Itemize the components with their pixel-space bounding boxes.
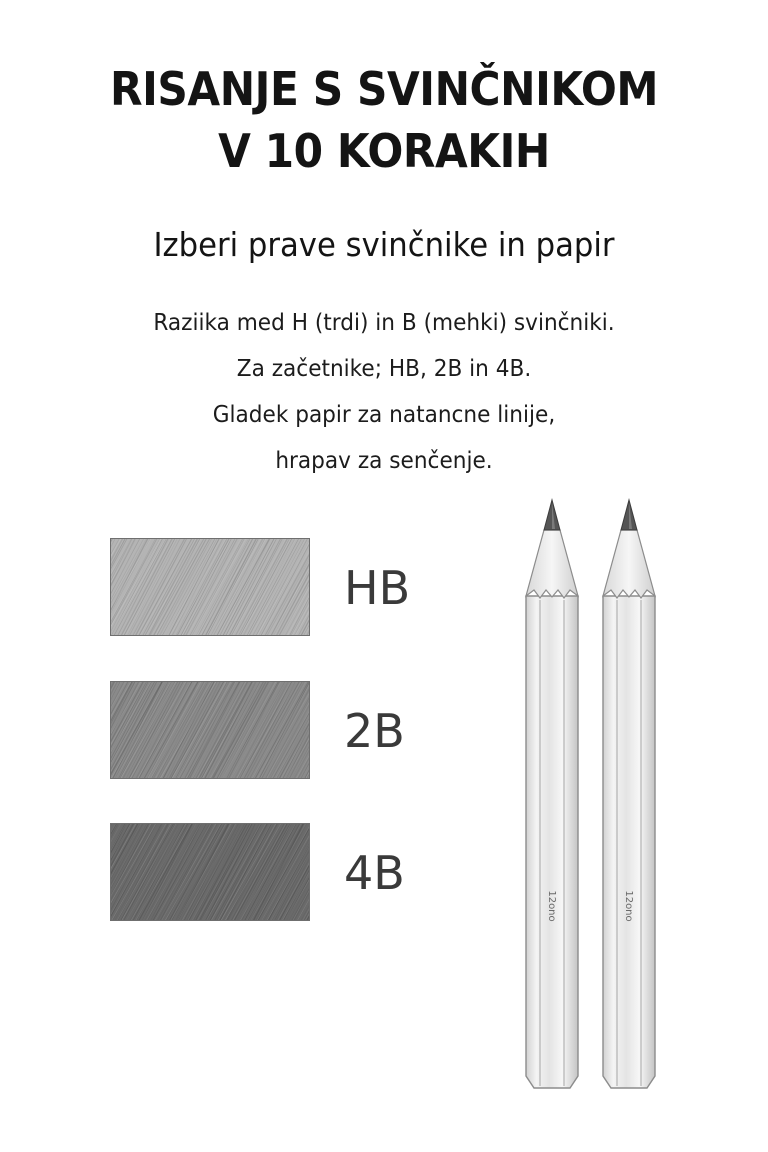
pencil-imprint: 12ono [623, 890, 634, 922]
pencil-graphic [522, 496, 582, 1092]
swatch-2b [110, 681, 310, 779]
grade-label-4b: 4B [344, 846, 405, 900]
intro-line-2: Za začetnike; HB, 2B in 4B. [236, 356, 532, 382]
swatch-hb [110, 538, 310, 636]
title-line-2: V 10 KORAKIH [218, 124, 550, 178]
pencil-illustration-2 [599, 496, 659, 1092]
swatch-fill-graphic [111, 682, 310, 779]
intro-line-1: Raziika med H (trdi) in B (mehki) svinčniki. [153, 310, 615, 336]
pencil-graphic [599, 496, 659, 1092]
grade-label-2b: 2B [344, 704, 405, 758]
intro-line-3: Gladek papir za natancne linije, [212, 402, 556, 428]
title-line-1: RISANJE S SVINČNIKOM [109, 62, 658, 116]
intro-line-4: hrapav za senčenje. [275, 448, 493, 474]
section-heading: Izberi prave svinčnike in papir [153, 225, 615, 264]
pencil-imprint: 12ono [546, 890, 557, 922]
swatch-4b [110, 823, 310, 921]
page-title [31, 58, 738, 182]
pencil-illustration-1 [522, 496, 582, 1092]
swatch-fill-graphic [111, 824, 310, 921]
intro-text [23, 300, 745, 484]
swatch-fill-graphic [111, 539, 310, 636]
grade-label-hb: HB [344, 561, 411, 615]
